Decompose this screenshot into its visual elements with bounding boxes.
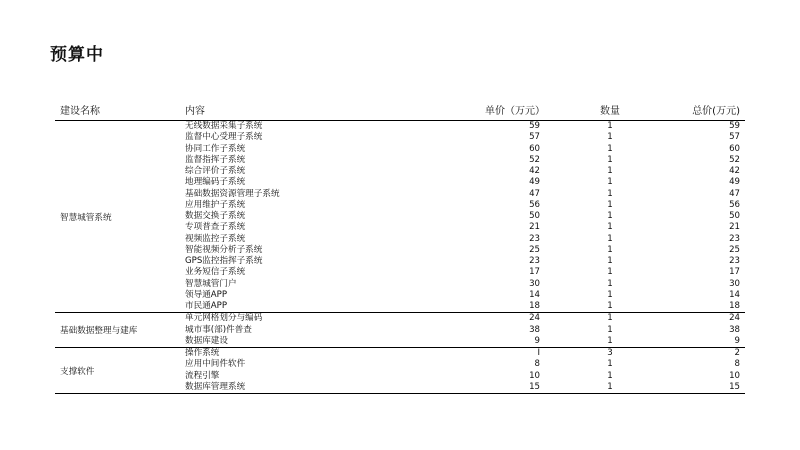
cell-quantity: 1 — [607, 278, 613, 289]
cell-content: 综合评价子系统 — [185, 166, 246, 176]
cell-content: 智慧城管门户 — [185, 278, 237, 289]
table-row — [55, 336, 745, 347]
table-header — [55, 100, 745, 121]
table-row — [55, 166, 745, 177]
cell-quantity: 1 — [607, 177, 613, 188]
cell-unit-price: 30 — [529, 278, 540, 289]
cell-total: 23 — [729, 256, 740, 266]
cell-quantity: 1 — [607, 256, 613, 266]
cell-unit-price: 24 — [529, 313, 540, 324]
cell-quantity: 1 — [607, 301, 613, 311]
cell-quantity: 1 — [607, 143, 613, 154]
cell-quantity: 1 — [607, 188, 613, 199]
group-name: 支撑软件 — [60, 366, 95, 377]
table-row — [55, 382, 745, 393]
table-row — [55, 245, 745, 256]
group-name: 智慧城管系统 — [60, 212, 112, 223]
cell-total: 60 — [729, 143, 740, 154]
cell-unit-price: I — [537, 348, 540, 358]
cell-content: 数据库建设 — [185, 335, 228, 346]
table-row — [55, 267, 745, 278]
cell-quantity: 1 — [607, 381, 613, 392]
cell-quantity: 1 — [607, 244, 613, 255]
table-row — [55, 234, 745, 245]
cell-unit-price: 60 — [529, 143, 540, 154]
cell-quantity: 1 — [607, 211, 613, 221]
table-group — [55, 348, 745, 394]
cell-unit-price: 56 — [529, 199, 540, 210]
cell-quantity: 1 — [607, 166, 613, 176]
table-row — [55, 256, 745, 267]
cell-unit-price: 42 — [529, 166, 540, 176]
table-row — [55, 359, 745, 370]
table-row — [55, 371, 745, 382]
cell-quantity: 1 — [607, 335, 613, 346]
cell-total: 47 — [729, 188, 740, 199]
table-row — [55, 222, 745, 233]
cell-total: 23 — [729, 233, 740, 244]
cell-total: 8 — [734, 359, 740, 370]
table-group — [55, 121, 745, 313]
cell-content: 监督指挥子系统 — [185, 154, 246, 165]
page-title: 预算中 — [50, 45, 104, 65]
cell-content: 智能视频分析子系统 — [185, 244, 263, 255]
cell-unit-price: 49 — [529, 177, 540, 188]
table-row — [55, 155, 745, 166]
cell-quantity: 1 — [607, 313, 613, 324]
cell-unit-price: 8 — [534, 359, 540, 370]
cell-quantity: 1 — [607, 121, 613, 131]
cell-unit-price: 10 — [529, 370, 540, 381]
table-row — [55, 132, 745, 143]
cell-unit-price: 14 — [529, 289, 540, 300]
table-row — [55, 200, 745, 211]
cell-content: 协同工作子系统 — [185, 143, 246, 154]
group-name: 基础数据整理与建库 — [60, 326, 138, 337]
cell-content: 视频监控子系统 — [185, 233, 246, 244]
cell-content: 应用中间件软件 — [185, 359, 246, 370]
cell-total: 2 — [734, 348, 740, 358]
table-row — [55, 279, 745, 290]
header-total: 总价(万元) — [692, 106, 740, 117]
cell-total: 50 — [729, 211, 740, 221]
cell-quantity: 1 — [607, 132, 613, 143]
cell-total: 42 — [729, 166, 740, 176]
cell-unit-price: 59 — [529, 121, 540, 131]
cell-total: 21 — [729, 222, 740, 233]
cell-total: 25 — [729, 244, 740, 255]
cell-unit-price: 17 — [529, 267, 540, 278]
cell-unit-price: 38 — [529, 324, 540, 335]
table-row — [55, 144, 745, 155]
table-group — [55, 313, 745, 348]
cell-total: 10 — [729, 370, 740, 381]
cell-unit-price: 18 — [529, 301, 540, 311]
cell-unit-price: 57 — [529, 132, 540, 143]
cell-content: 应用维护子系统 — [185, 199, 246, 210]
cell-quantity: 1 — [607, 324, 613, 335]
table-row — [55, 325, 745, 336]
table-row — [55, 189, 745, 200]
header-quantity: 数量 — [600, 106, 620, 117]
cell-quantity: 1 — [607, 233, 613, 244]
cell-content: 领导通APP — [185, 289, 228, 300]
cell-unit-price: 47 — [529, 188, 540, 199]
cell-total: 18 — [729, 301, 740, 311]
header-unit-price: 单价（万元） — [485, 106, 545, 117]
cell-content: 地理编码子系统 — [185, 177, 246, 188]
cell-total: 15 — [729, 381, 740, 392]
cell-total: 49 — [729, 177, 740, 188]
cell-unit-price: 15 — [529, 381, 540, 392]
cell-quantity: 1 — [607, 199, 613, 210]
cell-total: 17 — [729, 267, 740, 278]
cell-quantity: 1 — [607, 370, 613, 381]
table-row — [55, 348, 745, 359]
cell-content: 数据库管理系统 — [185, 381, 246, 392]
cell-quantity: 1 — [607, 267, 613, 278]
budget-table — [55, 121, 745, 394]
table-row — [55, 177, 745, 188]
cell-total: 24 — [729, 313, 740, 324]
cell-content: 业务短信子系统 — [185, 267, 246, 278]
cell-total: 56 — [729, 199, 740, 210]
cell-unit-price: 23 — [529, 233, 540, 244]
table-row — [55, 313, 745, 324]
cell-unit-price: 9 — [534, 335, 540, 346]
cell-total: 57 — [729, 132, 740, 143]
cell-content: 监督中心受理子系统 — [185, 132, 263, 143]
cell-content: 城市事(部)件普查 — [185, 324, 252, 335]
table-row — [55, 211, 745, 222]
header-content: 内容 — [185, 106, 205, 117]
cell-unit-price: 21 — [529, 222, 540, 233]
cell-unit-price: 50 — [529, 211, 540, 221]
cell-total: 9 — [734, 335, 740, 346]
cell-content: 流程引擎 — [185, 370, 220, 381]
cell-content: 操作系统 — [185, 348, 220, 358]
cell-content: 基础数据资源管理子系统 — [185, 188, 280, 199]
cell-unit-price: 25 — [529, 244, 540, 255]
table-row — [55, 121, 745, 132]
table-row — [55, 301, 745, 312]
cell-total: 59 — [729, 121, 740, 131]
cell-total: 52 — [729, 154, 740, 165]
cell-unit-price: 52 — [529, 154, 540, 165]
cell-content: 专项普查子系统 — [185, 222, 246, 233]
cell-quantity: 3 — [607, 348, 613, 358]
cell-quantity: 1 — [607, 289, 613, 300]
cell-quantity: 1 — [607, 359, 613, 370]
cell-content: 无线数据采集子系统 — [185, 121, 263, 131]
header-name: 建设名称 — [60, 106, 100, 117]
cell-total: 38 — [729, 324, 740, 335]
cell-quantity: 1 — [607, 154, 613, 165]
cell-content: 市民通APP — [185, 301, 228, 311]
cell-content: GPS监控指挥子系统 — [185, 256, 263, 266]
cell-content: 数据交换子系统 — [185, 211, 246, 221]
cell-total: 14 — [729, 289, 740, 300]
table-row — [55, 290, 745, 301]
cell-unit-price: 23 — [529, 256, 540, 266]
cell-content: 单元网格划分与编码 — [185, 313, 263, 324]
cell-quantity: 1 — [607, 222, 613, 233]
cell-total: 30 — [729, 278, 740, 289]
